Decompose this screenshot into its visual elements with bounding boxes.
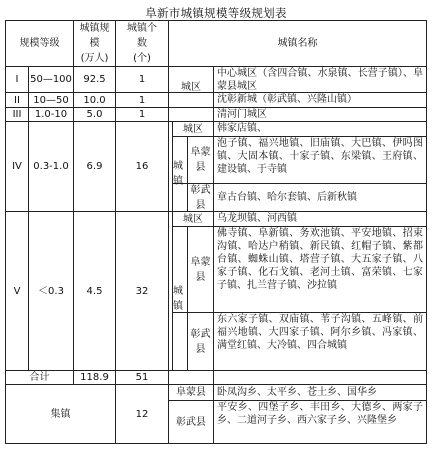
category-urban: 城区: [183, 213, 203, 225]
jizhen-fumeng-town-names: 卧凤沟乡、太平乡、苍土乡、国华乡: [217, 387, 377, 398]
county-fumeng-line2: 县: [195, 271, 206, 283]
tier-scale: 92.5: [83, 74, 106, 85]
tier-roman: II: [14, 94, 20, 106]
jizhen-zhangwu-town-names: 平安乡、四堡子乡、丰田乡、大德乡、两家子乡、二道河子乡、西六家子乡、兴隆堡乡: [217, 402, 423, 426]
county-fumeng: [188, 227, 213, 312]
jizhen-count: 12: [135, 408, 149, 420]
tier5-zhangwu-town-names: 东六家子镇、双庙镇、苇子沟镇、五峰镇、前福兴地镇、大四家子镇、阿尔乡镇、冯家镇、满堂红镇、大冷镇、四合城镇: [217, 314, 423, 351]
category-town-char2: 镇: [173, 176, 183, 187]
header-count: [116, 21, 168, 66]
tier1-town-names: 中心城区（含四合镇、水泉镇、长营子镇）、阜蒙县城区: [217, 68, 423, 92]
tier2-town-names: 沈彰新城（彰武镇、兴隆山镇）: [217, 94, 357, 105]
tier-scale: 6.9: [86, 161, 103, 172]
header-scale: [74, 21, 115, 66]
jizhen-label: 集镇: [50, 408, 71, 420]
total-label: 合计: [29, 372, 50, 383]
tier4-fumeng-town-names: 泡子镇、福兴地镇、旧庙镇、大巴镇、伊吗图镇、大固本镇、十家子镇、东梁镇、王府镇、建设镇、于寺镇: [217, 138, 423, 175]
tier-range: ＜0.3: [38, 285, 64, 297]
tier-range: 10—50: [33, 94, 69, 106]
county-zhangwu: [188, 313, 213, 370]
category-town-char1: 城: [173, 285, 183, 297]
county-zhangwu: [188, 184, 213, 211]
tier5-fumeng-town-names: 佛寺镇、阜新镇、务欢池镇、平安地镇、招束沟镇、哈达户稍镇、新民镇、红帽子镇、紫都台镇、蜘蛛山镇、塔营子镇、大五家子镇、八家子镇、化石戈镇、老河土镇、富荣镇、七家子镇、扎兰营子镇、沙拉镇: [217, 228, 423, 291]
county-zhangwu-line2: 县: [195, 343, 206, 355]
tier-count: 1: [138, 74, 146, 85]
county-fumeng: [188, 137, 213, 183]
category-town: [169, 137, 187, 211]
county-zhangwu: 彰武县: [176, 416, 206, 428]
header-names: 城镇名称: [277, 38, 318, 49]
county-fumeng-line2: 县: [195, 162, 206, 173]
header-scale-line2: 模: [89, 38, 100, 49]
header-level: 规模等级: [19, 38, 60, 49]
tier-scale: 10.0: [83, 94, 106, 106]
header-count-line1: 城镇个: [127, 23, 157, 34]
tier-count: 1: [138, 94, 146, 106]
tier-roman: V: [13, 285, 21, 297]
header-scale-line1: 城镇规: [79, 23, 110, 34]
county-zhangwu-line2: 县: [195, 199, 206, 211]
tier-count: 16: [135, 161, 149, 172]
category-town: [169, 227, 187, 370]
tier-scale: 5.0: [86, 109, 103, 120]
county-fumeng-line1: 阜蒙: [190, 147, 211, 158]
county-zhangwu-line1: 彰武: [190, 184, 211, 196]
category-urban: 城区: [183, 123, 203, 135]
county-fumeng: 阜蒙县: [176, 387, 206, 398]
tier4-zhangwu-town-names: 章古台镇、哈尔套镇、后新秋镇: [217, 192, 357, 203]
tier-roman: I: [15, 74, 19, 85]
tier-range: 50—100: [30, 74, 72, 85]
tier-count: 1: [138, 109, 146, 120]
tier-count: 32: [135, 285, 149, 297]
header-count-line2: 数: [137, 38, 147, 49]
tier-range: 1.0-10: [34, 109, 68, 120]
category-town-char2: 镇: [173, 300, 183, 312]
tier-roman: III: [12, 109, 22, 120]
tier4-urban-town-names: 韩家店镇、: [217, 123, 267, 134]
tier-roman: IV: [12, 161, 22, 172]
county-fumeng-line1: 阜蒙: [190, 256, 211, 268]
table-title: 阜新市城镇规模等级规划表: [145, 6, 287, 20]
header-count-line3: (个): [133, 53, 151, 64]
tier3-town-names: 清河门城区: [217, 109, 267, 120]
header-scale-line3: (万人): [80, 53, 109, 64]
tier-scale: 4.5: [86, 285, 103, 297]
total-count: 51: [135, 372, 149, 383]
county-zhangwu-line1: 彰武: [190, 328, 211, 340]
tier5-urban-town-names: 乌龙坝镇、河西镇: [217, 213, 297, 224]
tier-range: 0.3-1.0: [33, 161, 69, 172]
category-urban: 城区: [181, 81, 201, 93]
category-town-char1: 城: [173, 161, 183, 172]
total-scale: 118.9: [80, 372, 109, 383]
